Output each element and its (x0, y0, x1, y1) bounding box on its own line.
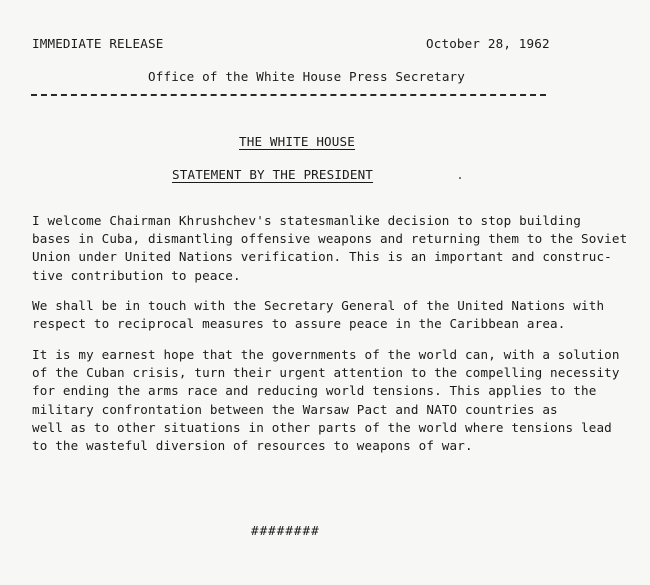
paragraph-welcome (32, 212, 627, 285)
paragraph-line: well as to other situations in other parts of the world where tensions lead (32, 419, 612, 435)
paragraph-line: for ending the arms race and reducing world tensions. This applies to the (32, 383, 597, 399)
paragraph-line: military confrontation between the Warsaw Pact and NATO countries as (32, 401, 558, 417)
paragraph-earnest-hope (32, 346, 620, 455)
paragraph-united-nations (32, 297, 604, 333)
white-house-title: THE WHITE HOUSE (239, 134, 355, 149)
dashed-divider (31, 94, 546, 96)
paragraph-line: We shall be in touch with the Secretary General of the United Nations with (32, 298, 605, 313)
paragraph-line: of the Cuban crisis, turn their urgent attention to the compelling necessity (32, 365, 620, 381)
paragraph-line: bases in Cuba, dismantling offensive weapons and returning them to the Soviet (32, 231, 628, 247)
end-of-release-mark: ######## (251, 523, 320, 538)
release-label: IMMEDIATE RELEASE (32, 36, 164, 51)
paragraph-line: Union under United Nations verification. This is an important and construc- (32, 249, 612, 265)
paragraph-line: It is my earnest hope that the governments of the world can, with a solution (32, 347, 620, 362)
paragraph-line: tive contribution to peace. (32, 267, 241, 283)
release-date: October 28, 1962 (426, 36, 550, 51)
statement-title: STATEMENT BY THE PRESIDENT (172, 167, 374, 182)
paragraph-line: respect to reciprocal measures to assure peace in the Caribbean area. (32, 316, 566, 332)
paper-speck (459, 177, 461, 179)
paragraph-line: to the wasteful diversion of resources to weapons of war. (32, 438, 473, 454)
paragraph-line: I welcome Chairman Khrushchev's statesmanlike decision to stop building (32, 213, 581, 228)
office-line: Office of the White House Press Secretary (148, 69, 466, 84)
